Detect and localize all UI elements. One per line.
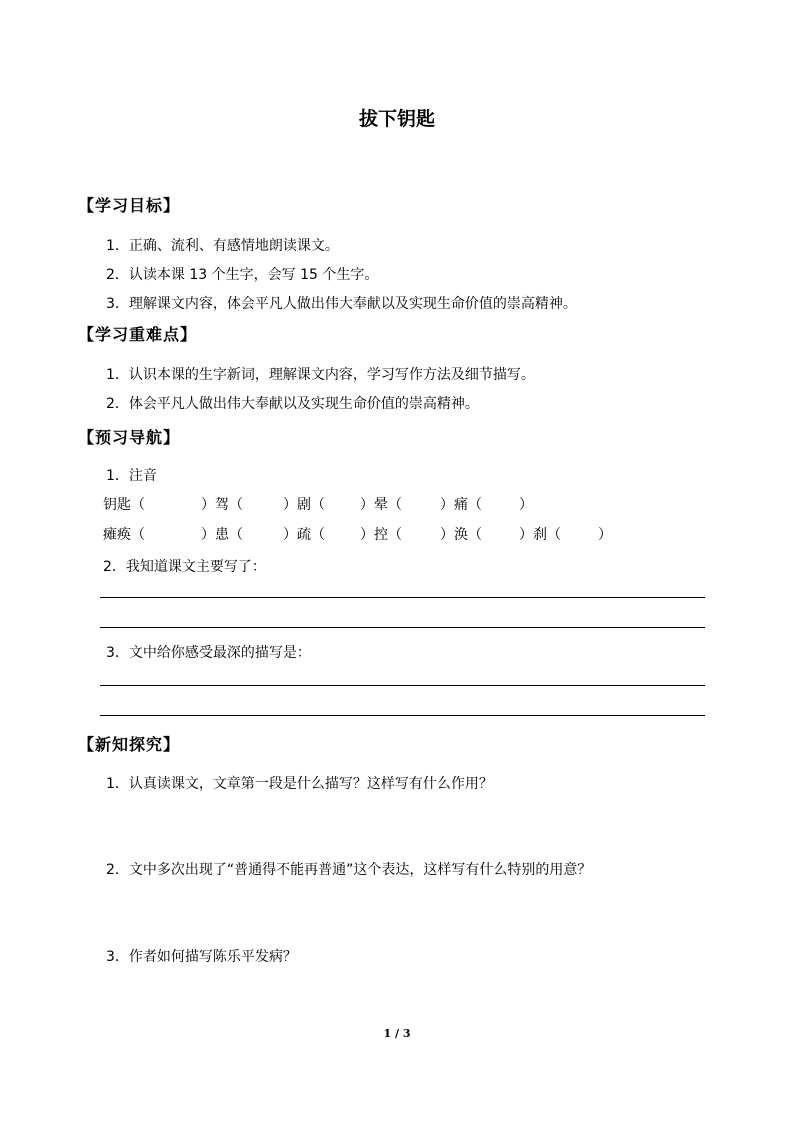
pinyin-word: ）疏（ <box>283 527 325 543</box>
explore-question-2: 2．文中多次出现了“普通得不能再普通”这个表达，这样写有什么特别的用意？ <box>106 862 592 878</box>
section-heading-goals: 【学习目标】 <box>78 196 181 215</box>
preview-question-1: 1．注音 <box>106 468 157 484</box>
page-title: 拔下钥匙 <box>358 108 435 130</box>
pinyin-word: ）剧（ <box>283 497 325 513</box>
page-number: 1 / 3 <box>383 1027 411 1040</box>
explore-question-1: 1．认真读课文，文章第一段是什么描写？这样写有什么作用？ <box>106 776 493 792</box>
pinyin-word: ）晕（ <box>360 497 402 513</box>
explore-question-3: 3．作者如何描写陈乐平发病？ <box>106 949 297 965</box>
section-heading-explore: 【新知探究】 <box>78 735 181 754</box>
pinyin-word: ） <box>598 527 612 543</box>
pinyin-word: ）控（ <box>360 527 402 543</box>
keypoint-item-1: 1．认识本课的生字新词，理解课文内容，学习写作方法及细节描写。 <box>106 367 535 383</box>
answer-line <box>100 715 705 716</box>
goal-item-3: 3．理解课文内容，体会平凡人做出伟大奉献以及实现生命价值的崇高精神。 <box>106 296 577 312</box>
pinyin-word: ）痛（ <box>440 497 482 513</box>
keypoint-item-2: 2．体会平凡人做出伟大奉献以及实现生命价值的崇高精神。 <box>106 396 479 412</box>
pinyin-word: ）患（ <box>201 527 243 543</box>
pinyin-word: ）刹（ <box>519 527 561 543</box>
pinyin-word: ）驾（ <box>201 497 243 513</box>
goal-item-2: 2．认读本课 13 个生字，会写 15 个生字。 <box>106 267 379 283</box>
section-heading-keypoints: 【学习重难点】 <box>78 325 198 344</box>
pinyin-word: ） <box>519 497 533 513</box>
preview-question-3: 3．文中给你感受最深的描写是： <box>106 645 311 661</box>
answer-line <box>100 627 705 628</box>
goal-item-1: 1．正确、流利、有感情地朗读课文。 <box>106 238 339 254</box>
answer-line <box>100 685 705 686</box>
answer-line <box>100 597 705 598</box>
preview-question-2: 2．我知道课文主要写了： <box>103 559 266 575</box>
section-heading-preview: 【预习导航】 <box>78 428 181 447</box>
pinyin-word: ）涣（ <box>440 527 482 543</box>
pinyin-word: 钥匙（ <box>103 497 145 513</box>
pinyin-word: 瘫痪（ <box>103 527 145 543</box>
